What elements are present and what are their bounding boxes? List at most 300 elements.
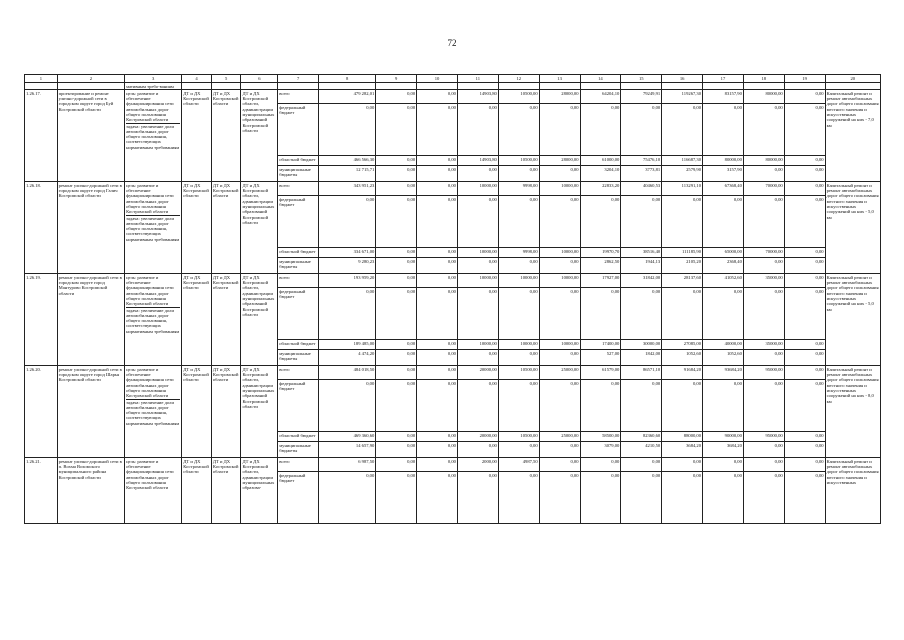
amount-cell: 119267,30 [662,90,703,104]
funding-source: муниципальные бюджеты [278,442,319,458]
funding-source: областной бюджет [278,248,319,258]
amount-cell: 0,00 [376,248,417,258]
amount-cell: 64204,10 [580,90,621,104]
amount-cell: 10500,00 [498,432,539,442]
item-name: ремонт улично-дорожной сети в п. Вохма Вохомского муниципального района Костромской области [57,458,124,524]
amount-cell: 189 485,00 [319,340,376,350]
amount-cell: 0,00 [417,274,458,288]
amount-cell: 0,00 [457,104,498,156]
expected-result: Капитальный ремонт и ремонт автомобильных дорог общего пользования местного значения и искусственных сооружений на них - 8,0 км [825,366,880,458]
amount-cell: 80000,00 [743,90,784,104]
amount-cell: 35000,00 [743,274,784,288]
amount-cell: 1052,60 [662,350,703,366]
funding-source: областной бюджет [278,340,319,350]
amount-cell: 14903,80 [457,156,498,166]
column-number: 9 [376,75,417,83]
amount-cell: 0,00 [457,166,498,182]
amount-cell: 0,00 [417,258,458,274]
amount-cell: 88000,00 [662,432,703,442]
amount-cell: 0,00 [319,380,376,432]
amount-cell: 4210,50 [621,442,662,458]
amount-cell: 0,00 [580,472,621,524]
column-number-row [25,75,881,83]
amount-cell: 0,00 [539,166,580,182]
item-name: ремонт улично-дорожной сети в городском округе город Шарья Костромской области [57,366,124,458]
amount-cell: 0,00 [457,472,498,524]
amount-cell: 0,00 [539,380,580,432]
amount-cell: 0,00 [784,432,825,442]
amount-cell: 0,00 [703,380,744,432]
amount-cell: 0,00 [498,380,539,432]
column-number: 11 [457,75,498,83]
responsible-executor: ДТ и ДХ Костромской области [182,458,212,524]
responsible-executor: ДТ и ДХ Костромской области [182,182,212,274]
amount-cell: 0,00 [784,248,825,258]
amount-cell: 82360,60 [621,432,662,442]
amount-cell: 0,00 [376,274,417,288]
column-number: 10 [417,75,458,83]
amount-cell: 41052,60 [703,274,744,288]
amount-cell: 17927,00 [580,274,621,288]
amount-cell: 79249,91 [621,90,662,104]
amount-cell: 1052,60 [703,350,744,366]
amount-cell: 0,00 [376,442,417,458]
amount-cell: 0,00 [417,156,458,166]
amount-cell: 2368,40 [703,258,744,274]
amount-cell: 35000,00 [743,340,784,350]
amount-cell: 3079,00 [580,442,621,458]
amount-cell: 0,00 [621,380,662,432]
amount-cell: 113291,10 [662,182,703,196]
coexecutor: ДТ и ДХ Костромской области [211,366,241,458]
amount-cell: 27085,00 [662,340,703,350]
amount-cell: 1842,00 [621,350,662,366]
amount-cell: 0,00 [498,258,539,274]
column-number: 14 [580,75,621,83]
column-number: 8 [319,75,376,83]
column-number: 5 [211,75,241,83]
goal-task-cell [125,274,182,366]
amount-cell: 0,00 [743,472,784,524]
amount-cell: 0,00 [457,258,498,274]
amount-cell: 0,00 [784,90,825,104]
column-number: 6 [241,75,278,83]
item-number: 1.26.21. [25,458,58,524]
amount-cell: 193 959,20 [319,274,376,288]
amount-cell: 10000,00 [457,182,498,196]
amount-cell: 0,00 [784,380,825,432]
amount-cell: 0,00 [417,248,458,258]
funding-source: всего [278,458,319,472]
amount-cell: 0,00 [743,458,784,472]
amount-cell: 6 987,50 [319,458,376,472]
amount-cell: 0,00 [319,472,376,524]
amount-cell: 3773,81 [621,166,662,182]
amount-cell: 10000,00 [539,182,580,196]
column-number: 16 [662,75,703,83]
amount-cell: 466 566,30 [319,156,376,166]
amount-cell: 30000,00 [621,340,662,350]
amount-cell: 0,00 [784,166,825,182]
task-text: задача: увеличение доли автомобильных дорог общего пользования, соответствующих нормативным требованиям [126,123,180,150]
amount-cell: 0,00 [539,258,580,274]
amount-cell: 116687,30 [662,156,703,166]
amount-cell: 0,00 [743,288,784,340]
amount-cell: 4987,50 [498,458,539,472]
amount-cell: 0,00 [743,442,784,458]
amount-cell: 0,00 [417,166,458,182]
amount-cell: 83157,90 [703,90,744,104]
amount-cell: 0,00 [498,166,539,182]
amount-cell: 3684,20 [662,442,703,458]
amount-cell: 0,00 [703,196,744,248]
amount-cell: 31842,00 [621,274,662,288]
funding-source: областной бюджет [278,156,319,166]
amount-cell: 10000,00 [457,248,498,258]
expected-result: Капитальный ремонт и ремонт автомобильных дорог общего пользования местного значения и искусственных [825,458,880,524]
amount-cell: 3204,10 [580,166,621,182]
expected-result: Капитальный ремонт и ремонт автомобильных дорог общего пользования местного значения и искусственных сооружений на них - 5,0 км [825,182,880,274]
item-number: 1.26.20. [25,366,58,458]
amount-cell: 67368,40 [703,182,744,196]
goal-text: цель: развитие и обеспечение функционирования сети автомобильных дорог общего пользования Костромской области [126,182,174,215]
amount-cell: 0,00 [743,350,784,366]
amount-cell: 0,00 [498,350,539,366]
amount-cell: 0,00 [539,288,580,340]
participants: ДТ и ДХ Костромской области, администрации муниципальных образований Костромской области [241,366,278,458]
page-number: 72 [447,38,457,48]
amount-cell: 95000,00 [743,366,784,380]
table-row [25,366,881,380]
amount-cell: 0,00 [417,350,458,366]
goal-text: цель: развитие и обеспечение функционирования сети автомобильных дорог общего пользования Костромской области [126,274,174,307]
amount-cell: 65000,00 [703,248,744,258]
amount-cell: 0,00 [580,196,621,248]
amount-cell: 0,00 [457,380,498,432]
amount-cell: 0,00 [376,350,417,366]
column-number: 13 [539,75,580,83]
funding-source: муниципальные бюджеты [278,166,319,182]
amount-cell: 0,00 [417,340,458,350]
amount-cell: 0,00 [662,458,703,472]
amount-cell: 0,00 [662,196,703,248]
amount-cell: 0,00 [319,196,376,248]
amount-cell: 0,00 [417,104,458,156]
goal-task [126,275,180,334]
amount-cell: 0,00 [743,258,784,274]
amount-cell: 0,00 [498,104,539,156]
funding-source: всего [278,182,319,196]
amount-cell: 86571,10 [621,366,662,380]
amount-cell: 0,00 [703,472,744,524]
amount-cell: 28137,60 [662,274,703,288]
column-number: 17 [703,75,744,83]
coexecutor: ДТ и ДХ Костромской области [211,458,241,524]
amount-cell: 0,00 [417,196,458,248]
amount-cell: 10000,00 [539,274,580,288]
amount-cell: 0,00 [376,104,417,156]
item-number: 1.26.17. [25,90,58,182]
amount-cell: 0,00 [417,472,458,524]
amount-cell: 10000,00 [539,340,580,350]
amount-cell: 0,00 [703,288,744,340]
funding-source: федеральный бюджет [278,288,319,340]
goal-task [126,183,180,242]
amount-cell: 80000,00 [703,156,744,166]
amount-cell: 0,00 [319,288,376,340]
expected-result: Капитальный ремонт и ремонт автомобильных дорог общего пользования местного значения и искусственных сооружений на них - 7,0 км [825,90,880,182]
participants: ДТ и ДХ Костромской области, администрации муниципальных образова- [241,458,278,524]
amount-cell: 17400,00 [580,340,621,350]
amount-cell: 2862,50 [580,258,621,274]
amount-cell: 0,00 [319,104,376,156]
amount-cell: 0,00 [784,458,825,472]
amount-cell: 40000,00 [703,340,744,350]
amount-cell: 527,00 [580,350,621,366]
amount-cell: 111185,90 [662,248,703,258]
amount-cell: 61579,00 [580,366,621,380]
amount-cell: 0,00 [376,182,417,196]
column-number: 7 [278,75,319,83]
amount-cell: 0,00 [621,458,662,472]
amount-cell: 0,00 [662,288,703,340]
amount-cell: 0,00 [457,196,498,248]
amount-cell: 0,00 [539,442,580,458]
expected-result: Капитальный ремонт и ремонт автомобильных дорог общего пользования местного значения и искусственных сооружений на них - 5,0 км [825,274,880,366]
goal-task [126,91,180,150]
goal-text: цель: развитие и обеспечение функционирования сети автомобильных дорог общего пользования Костромской области [126,90,174,123]
funding-source: федеральный бюджет [278,380,319,432]
participants: ДТ и ДХ Костромской области, администрации муниципальных образований Костромской области [241,182,278,274]
amount-cell: 25000,00 [539,366,580,380]
amount-cell: 0,00 [539,196,580,248]
amount-cell: 0,00 [376,458,417,472]
amount-cell: 0,00 [743,166,784,182]
amount-cell: 0,00 [784,350,825,366]
amount-cell: 334 671,00 [319,248,376,258]
amount-cell: 2000,00 [457,458,498,472]
amount-cell: 0,00 [417,366,458,380]
amount-cell: 10000,00 [457,274,498,288]
amount-cell: 0,00 [621,472,662,524]
amount-cell: 0,00 [376,472,417,524]
funding-source: муниципальные бюджеты [278,350,319,366]
amount-cell: 0,00 [417,442,458,458]
goal-text: цель: развитие и обеспечение функционирования сети автомобильных дорог общего пользования Костромской области [126,458,174,491]
column-number: 20 [825,75,880,83]
amount-cell: 0,00 [662,472,703,524]
amount-cell: 0,00 [498,442,539,458]
item-name: ремонт улично-дорожной сети в городском округе город Мантурово Костромской области [57,274,124,366]
funding-source: федеральный бюджет [278,472,319,524]
amount-cell: 343 951,23 [319,182,376,196]
column-number: 3 [125,75,182,83]
goal-task-cell [125,90,182,182]
amount-cell: 3684,20 [703,442,744,458]
amount-cell: 2105,20 [662,258,703,274]
amount-cell: 469 360,60 [319,432,376,442]
table-row [25,182,881,196]
amount-cell: 22833,20 [580,182,621,196]
amount-cell: 0,00 [417,182,458,196]
amount-cell: 0,00 [784,196,825,248]
goal-task [126,459,180,491]
amount-cell: 0,00 [784,442,825,458]
amount-cell: 10000,00 [457,340,498,350]
amount-cell: 0,00 [703,104,744,156]
item-number: 1.26.18. [25,182,58,274]
amount-cell: 25000,00 [539,432,580,442]
amount-cell: 0,00 [784,274,825,288]
amount-cell: 0,00 [743,104,784,156]
amount-cell: 0,00 [457,442,498,458]
column-number: 12 [498,75,539,83]
amount-cell: 0,00 [539,472,580,524]
amount-cell: 58500,00 [580,432,621,442]
amount-cell: 0,00 [621,196,662,248]
table-row [25,458,881,472]
task-text: задача: увеличение доли автомобильных дорог общего пользования, соответствующих нормативным требованиям [126,399,180,426]
amount-cell: 0,00 [417,432,458,442]
program-table [24,74,881,524]
amount-cell: 38516,40 [621,248,662,258]
goal-task-cell [125,182,182,274]
amount-cell: 93684,20 [703,366,744,380]
amount-cell: 0,00 [417,288,458,340]
table-row [25,90,881,104]
column-number: 2 [57,75,124,83]
funding-source: федеральный бюджет [278,104,319,156]
funding-source: всего [278,274,319,288]
amount-cell: 2579,90 [662,166,703,182]
amount-cell: 0,00 [457,350,498,366]
amount-cell: 0,00 [743,196,784,248]
amount-cell: 0,00 [457,288,498,340]
amount-cell: 0,00 [376,196,417,248]
column-number: 19 [784,75,825,83]
coexecutor: ДТ и ДХ Костромской области [211,274,241,366]
funding-source: областной бюджет [278,432,319,442]
amount-cell: 0,00 [376,366,417,380]
amount-cell: 9998,00 [498,182,539,196]
amount-cell: 10000,00 [498,340,539,350]
amount-cell: 0,00 [743,380,784,432]
continuation-text: мативным требо-ваниям [125,83,182,90]
amount-cell: 479 282,01 [319,90,376,104]
goal-task-cell [125,458,182,524]
amount-cell: 0,00 [580,104,621,156]
amount-cell: 0,00 [376,432,417,442]
amount-cell: 0,00 [580,288,621,340]
column-number: 4 [182,75,212,83]
goal-task-cell [125,366,182,458]
amount-cell: 95000,00 [743,432,784,442]
amount-cell: 70000,00 [743,248,784,258]
amount-cell: 91684,20 [662,366,703,380]
amount-cell: 19970,70 [580,248,621,258]
table-row [25,274,881,288]
amount-cell: 70000,00 [743,182,784,196]
amount-cell: 10500,00 [498,90,539,104]
goal-task [126,367,180,426]
amount-cell: 0,00 [539,458,580,472]
amount-cell: 3157,90 [703,166,744,182]
amount-cell: 0,00 [784,156,825,166]
amount-cell: 0,00 [376,340,417,350]
goal-text: цель: развитие и обеспечение функционирования сети автомобильных дорог общего пользования Костромской области [126,366,174,399]
amount-cell: 0,00 [417,90,458,104]
amount-cell: 28000,00 [539,156,580,166]
amount-cell: 0,00 [376,380,417,432]
amount-cell: 0,00 [417,380,458,432]
amount-cell: 0,00 [621,288,662,340]
amount-cell: 20000,00 [457,366,498,380]
amount-cell: 0,00 [703,458,744,472]
funding-source: всего [278,366,319,380]
amount-cell: 20000,00 [457,432,498,442]
amount-cell: 0,00 [417,458,458,472]
amount-cell: 0,00 [580,380,621,432]
amount-cell: 0,00 [376,288,417,340]
amount-cell: 0,00 [784,366,825,380]
participants: ДТ и ДХ Костромской области, администрации муниципальных образований Костромской области [241,274,278,366]
amount-cell: 12 715,71 [319,166,376,182]
amount-cell: 10500,00 [498,156,539,166]
amount-cell: 4 474,20 [319,350,376,366]
amount-cell: 0,00 [784,340,825,350]
amount-cell: 75476,10 [621,156,662,166]
participants: ДТ и ДХ Костромской области, администрации муниципальных образований Костромской области [241,90,278,182]
amount-cell: 484 018,50 [319,366,376,380]
amount-cell: 0,00 [784,258,825,274]
item-number: 1.26.19. [25,274,58,366]
amount-cell: 0,00 [539,104,580,156]
amount-cell: 10000,00 [539,248,580,258]
amount-cell: 0,00 [784,472,825,524]
continuation-row [25,83,881,90]
amount-cell: 90000,00 [703,432,744,442]
amount-cell: 0,00 [539,350,580,366]
amount-cell: 0,00 [498,472,539,524]
amount-cell: 10500,00 [498,366,539,380]
amount-cell: 0,00 [580,458,621,472]
task-text: задача: увеличение доли автомобильных дорог общего пользования, соответствующих нормативным требованиям [126,307,180,334]
amount-cell: 9 280,23 [319,258,376,274]
coexecutor: ДТ и ДХ Костромской области [211,90,241,182]
amount-cell: 14903,80 [457,90,498,104]
item-name: ремонт улично-дорожной сети в городском округе город Галич Костромской области [57,182,124,274]
amount-cell: 10000,00 [498,274,539,288]
amount-cell: 0,00 [498,196,539,248]
column-number: 1 [25,75,58,83]
amount-cell: 0,00 [498,288,539,340]
amount-cell: 0,00 [784,182,825,196]
responsible-executor: ДТ и ДХ Костромской области [182,90,212,182]
amount-cell: 80000,00 [743,156,784,166]
amount-cell: 14 657,90 [319,442,376,458]
amount-cell: 1944,13 [621,258,662,274]
amount-cell: 0,00 [662,104,703,156]
amount-cell: 0,00 [784,288,825,340]
task-text: задача: увеличение доли автомобильных дорог общего пользования, соответствующих нормативным требованиям [126,215,180,242]
coexecutor: ДТ и ДХ Костромской области [211,182,241,274]
responsible-executor: ДТ и ДХ Костромской области [182,274,212,366]
item-name: проектирование и ремонт улично-дорожной сети в городском округе город Буй Костромской области [57,90,124,182]
amount-cell: 0,00 [621,104,662,156]
amount-cell: 40460,53 [621,182,662,196]
column-number: 18 [743,75,784,83]
funding-source: федеральный бюджет [278,196,319,248]
